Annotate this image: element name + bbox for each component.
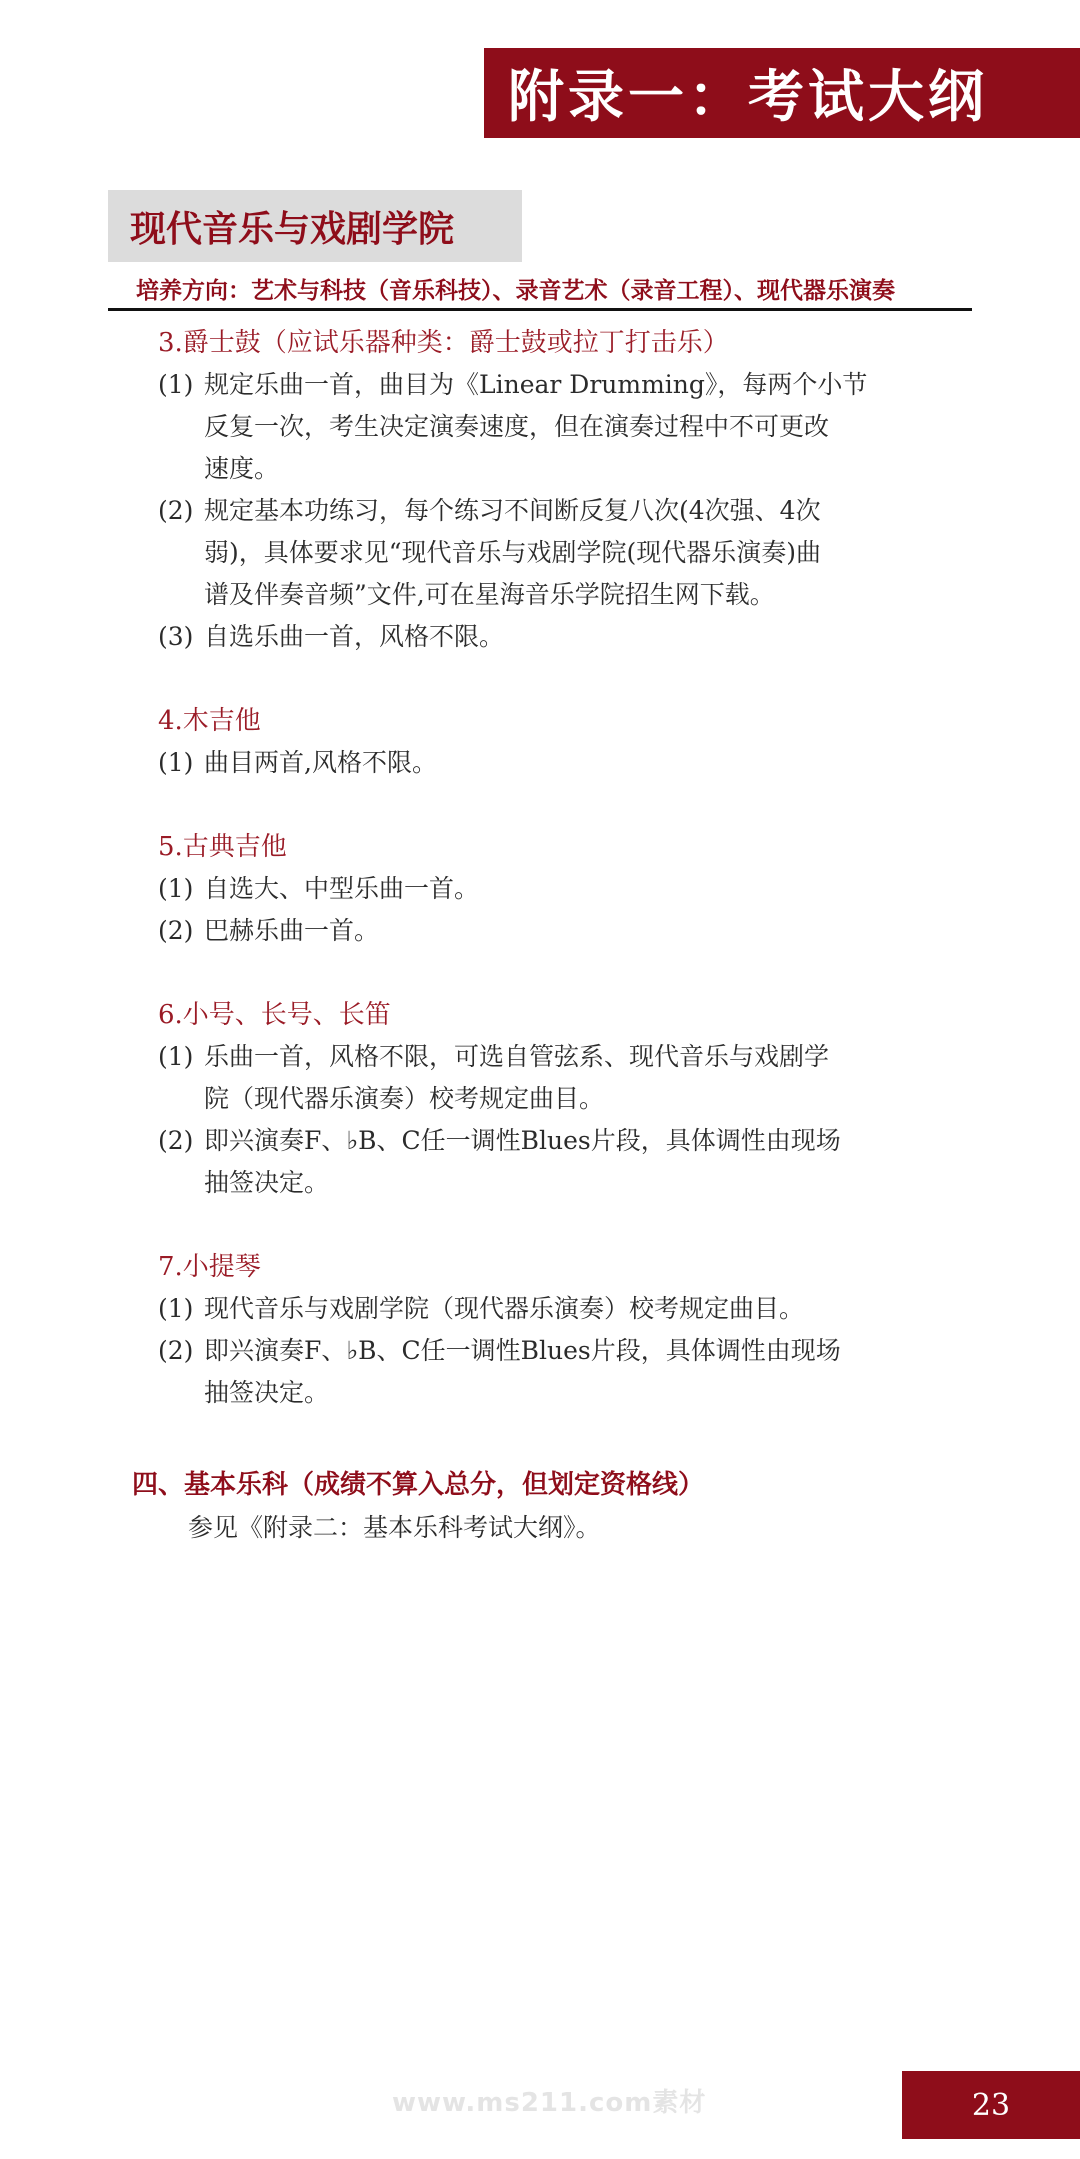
item-text-line: 即兴演奏F、♭B、C任一调性Blues片段，具体调性由现场 — [204, 1126, 841, 1155]
item-text-line: 抽签决定。 — [204, 1378, 330, 1407]
item-number: (1) — [158, 1294, 194, 1323]
item-text-line: 院（现代器乐演奏）校考规定曲目。 — [204, 1084, 605, 1113]
item-text-line: 现代音乐与戏剧学院（现代器乐演奏）校考规定曲目。 — [204, 1294, 805, 1323]
item-number: (1) — [158, 748, 194, 777]
page-number: 23 — [971, 2087, 1011, 2123]
item-text-line: 即兴演奏F、♭B、C任一调性Blues片段，具体调性由现场 — [204, 1336, 841, 1365]
list-item — [158, 1120, 958, 1204]
item-text-line: 速度。 — [204, 454, 280, 483]
list-item — [158, 742, 958, 784]
item-text-line: 反复一次，考生决定演奏速度，但在演奏过程中不可更改 — [204, 412, 830, 441]
section-violin — [158, 1246, 958, 1414]
list-item — [158, 490, 958, 616]
item-text-line: 抽签决定。 — [204, 1168, 330, 1197]
list-item — [158, 910, 958, 952]
list-item — [158, 616, 958, 658]
item-text-line: 曲目两首,风格不限。 — [204, 748, 437, 777]
section-title: 3.爵士鼓（应试乐器种类：爵士鼓或拉丁打击乐） — [158, 328, 729, 358]
list-item — [158, 1036, 958, 1120]
exam-content — [158, 322, 958, 1414]
section-classical-guitar — [158, 826, 958, 952]
section-title: 5.古典吉他 — [158, 832, 287, 862]
item-number: (2) — [158, 1126, 194, 1155]
item-number: (1) — [158, 370, 194, 399]
school-name: 现代音乐与戏剧学院 — [130, 208, 455, 250]
item-text-line: 谱及伴奏音频”文件,可在星海音乐学院招生网下载。 — [204, 580, 775, 609]
item-text-line: 自选大、中型乐曲一首。 — [204, 874, 480, 903]
section-drum-kit — [158, 322, 958, 658]
section-title: 7.小提琴 — [158, 1252, 261, 1282]
section-brass-flute — [158, 994, 958, 1204]
list-item — [158, 364, 958, 490]
item-text-line: 弱)，具体要求见“现代音乐与戏剧学院(现代器乐演奏)曲 — [204, 538, 822, 567]
appendix-title: 附录一：考试大纲 — [508, 65, 988, 130]
item-number: (1) — [158, 1042, 194, 1071]
item-number: (3) — [158, 622, 194, 651]
section-title: 4.木吉他 — [158, 706, 261, 736]
basic-theory-title: 四、基本乐科（成绩不算入总分，但划定资格线） — [132, 1470, 705, 1500]
item-text-line: 自选乐曲一首，风格不限。 — [204, 622, 505, 651]
item-text-line: 乐曲一首，风格不限，可选自管弦系、现代音乐与戏剧学 — [204, 1042, 830, 1071]
section-title: 6.小号、长号、长笛 — [158, 1000, 391, 1030]
item-text-line: 巴赫乐曲一首。 — [204, 916, 380, 945]
list-item — [158, 868, 958, 910]
list-item — [158, 1330, 958, 1414]
page-number-box — [902, 2071, 1080, 2139]
item-number: (2) — [158, 496, 194, 525]
appendix-banner — [484, 48, 1080, 138]
section-acoustic-guitar — [158, 700, 958, 784]
item-text-line: 规定基本功练习，每个练习不间断反复八次(4次强、4次 — [204, 496, 821, 525]
heading-divider — [108, 308, 972, 311]
list-item — [158, 1288, 958, 1330]
item-number: (2) — [158, 916, 194, 945]
watermark-text: www.ms211.com素材 — [392, 2088, 707, 2118]
basic-theory-reference: 参见《附录二：基本乐科考试大纲》。 — [188, 1513, 601, 1542]
item-number: (2) — [158, 1336, 194, 1365]
item-text-line: 规定乐曲一首，曲目为《Linear Drumming》，每两个小节 — [204, 370, 868, 399]
school-heading-box — [108, 190, 522, 262]
item-number: (1) — [158, 874, 194, 903]
training-direction: 培养方向：艺术与科技（音乐科技）、录音艺术（录音工程）、现代器乐演奏 — [136, 277, 895, 304]
